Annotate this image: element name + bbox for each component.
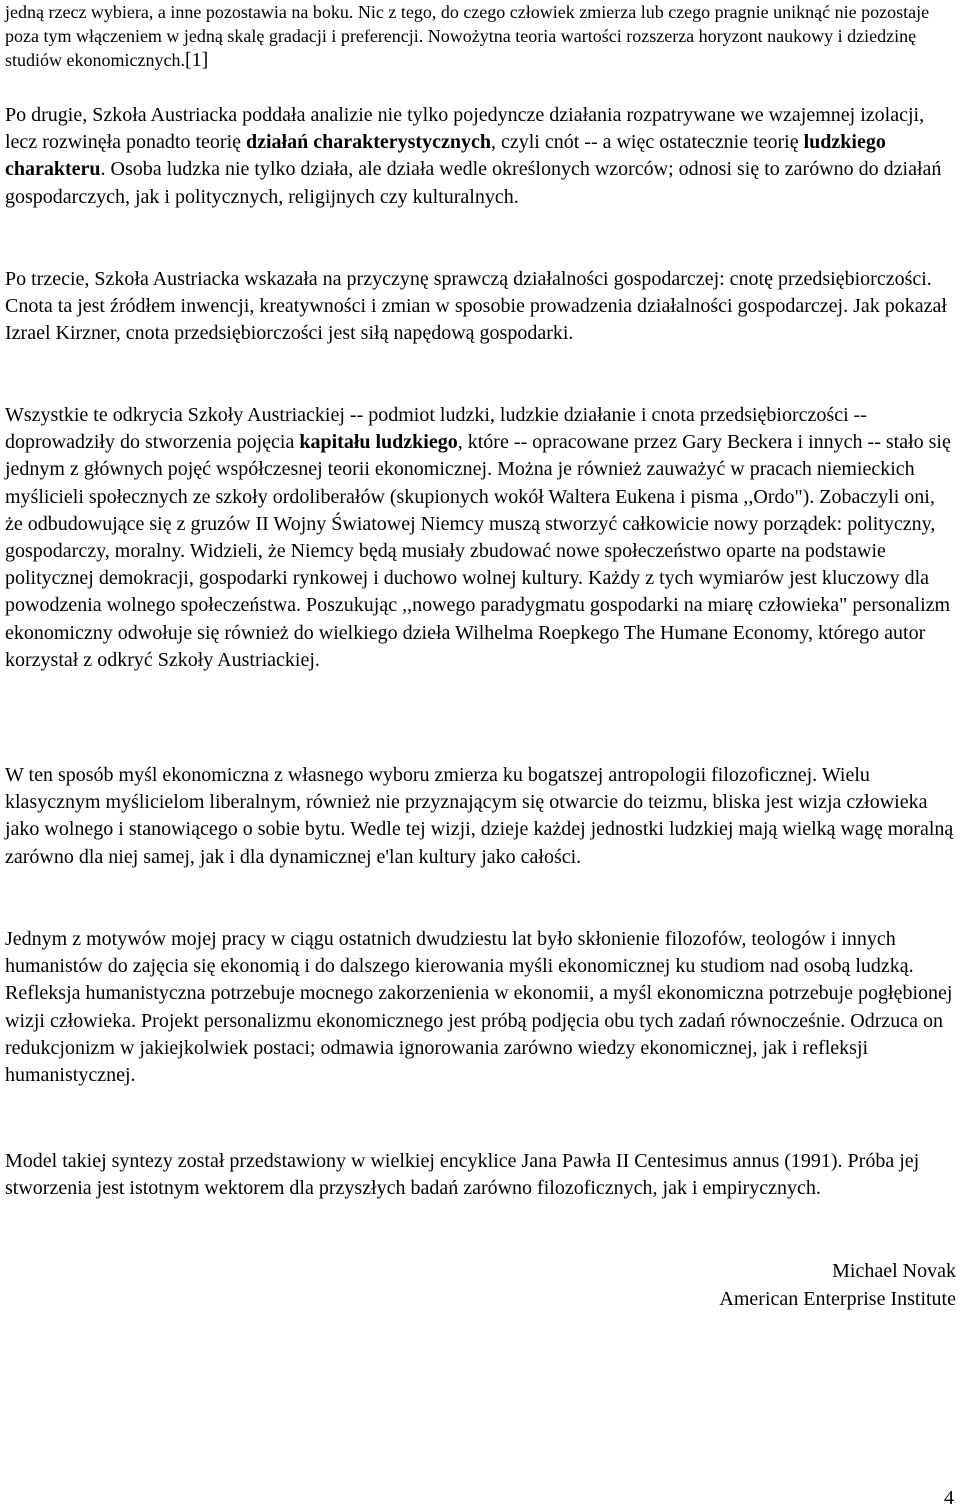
bold-term-characteristic-actions: działań charakterystycznych: [246, 131, 491, 154]
paragraph-third-point: Po trzecie, Szkoła Austriacka wskazała na przyczynę sprawczą działalności gospodarczej: cnotę przedsiębiorczości. Cnota ta jest źródłem inwencji, kreatywności i zmian w sposobie prowadzenia działalności gospodarczej. Jak pokazał Izrael Kirzner, cnota przedsiębiorczości jest siłą napędową gospodarki.: [5, 268, 947, 345]
paragraph-text: . Osoba ludzka nie tylko działa, ale działa wedle określonych wzorców; odnosi się to zarówno do działań gospodarczych, jak i politycznych, religijnych czy kulturalnych.: [5, 158, 942, 208]
paragraph-text: Wszystkie te odkrycia Szkoły Austriackiej -- podmiot ludzki, ludzkie działanie i cnota przedsiębiorczości -- doprowadziły do stworzenia pojęcia: [5, 404, 867, 454]
footnote-link[interactable]: [1]: [184, 49, 209, 71]
paragraph-text: , które -- opracowane przez Gary Beckera i innych -- stało się jednym z głównych pojęć współczesnej teorii ekonomicznej. Można je również zauważyć w pracach niemieckich myślicieli społecznych ze szkoły ordoliberałów (skupionych wokół Waltera Eukena i pisma ,,Ordo"). Zobaczyli oni, że odbudowujące się z gruzów II Wojny Światowej Niemcy muszą stworzyć całkowicie nowy porządek: polityczny, gospodarczy, moralny. Widzieli, że Niemcy będą musiały zbudować nowe społeczeństwo oparte na podstawie politycznej demokracji, gospodarki rynkowej i duchowo wolnej kultury. Każdy z tych wymiarów jest kluczowy dla powodzenia wolnego społeczeństwa. Poszukując ,,nowego paradygmatu gospodarki na miarę człowieka" personalizm ekonomiczny odwołuje się również do wielkiego dzieła Wilhelma Roepkego The Humane Economy, którego autor korzystał z odkryć Szkoły Austriackiej.: [5, 431, 951, 671]
paragraph-text: Po drugie, Szkoła Austriacka poddała analizie nie tylko pojedyncze działania rozpatrywane we wzajemnej izolacji, lecz rozwinęła ponadto teorię: [5, 104, 925, 154]
paragraph-anthropology: W ten sposób myśl ekonomiczna z własnego wyboru zmierza ku bogatszej antropologii filozoficznej. Wielu klasycznym myślicielom liberalnym, również nie przyznającym się otwarcie do teizmu, bliska jest wizja człowieka jako wolnego i stanowiącego o sobie bytu. Wedle tej wizji, dzieje każdej jednostki ludzkiej mają wielką wagę moralną zarówno dla niej samej, jak i dla dynamicznej e'lan kultury jako całości.: [5, 764, 954, 868]
intro-text: jedną rzecz wybiera, a inne pozostawia na boku. Nic z tego, do czego człowiek zmierza lub czego pragnie uniknąć nie pozostaje poza tym włączeniem w jedną skalę gradacji i preferencji. Nowożytna teoria wartości rozszerza horyzont naukowy i dziedzinę studiów ekonomicznych.: [5, 2, 930, 70]
intro-paragraph: [5, 0, 955, 72]
paragraph-text: , czyli cnót -- a więc ostatecznie teorię: [490, 131, 804, 154]
author-name: Michael Novak: [832, 1260, 956, 1282]
author-institution: American Enterprise Institute: [719, 1288, 956, 1310]
bold-term-human-capital: kapitału ludzkiego: [299, 431, 458, 454]
paragraph-second-point: [5, 102, 957, 211]
bold-term-human-character: ludzkiego charakteru: [5, 131, 886, 181]
paragraph-austrian-discoveries: [5, 402, 957, 674]
page-number: 4: [944, 1487, 954, 1509]
paragraph-motives: Jednym z motywów mojej pracy w ciągu ostatnich dwudziestu lat było skłonienie filozofów, teologów i innych humanistów do zajęcia się ekonomią i do dalszego kierowania myśli ekonomicznej ku studiom nad osobą ludzką. Refleksja humanistyczna potrzebuje mocnego zakorzenienia w ekonomii, a myśl ekonomiczna potrzebuje pogłębionej wizji człowieka. Projekt personalizmu ekonomicznego jest próbą podjęcia obu tych zadań równocześnie. Odrzuca on redukcjonizm w jakiejkolwiek postaci; odmawia ignorowania zarówno wiedzy ekonomicznej, jak i refleksji humanistycznej.: [5, 928, 953, 1087]
signature-block: [719, 1257, 956, 1313]
paragraph-synthesis: Model takiej syntezy został przedstawiony w wielkiej encyklice Jana Pawła II Centesimus annus (1991). Próba jej stworzenia jest istotnym wektorem dla przyszłych badań zarówno filozoficznych, jak i empirycznych.: [5, 1150, 920, 1200]
